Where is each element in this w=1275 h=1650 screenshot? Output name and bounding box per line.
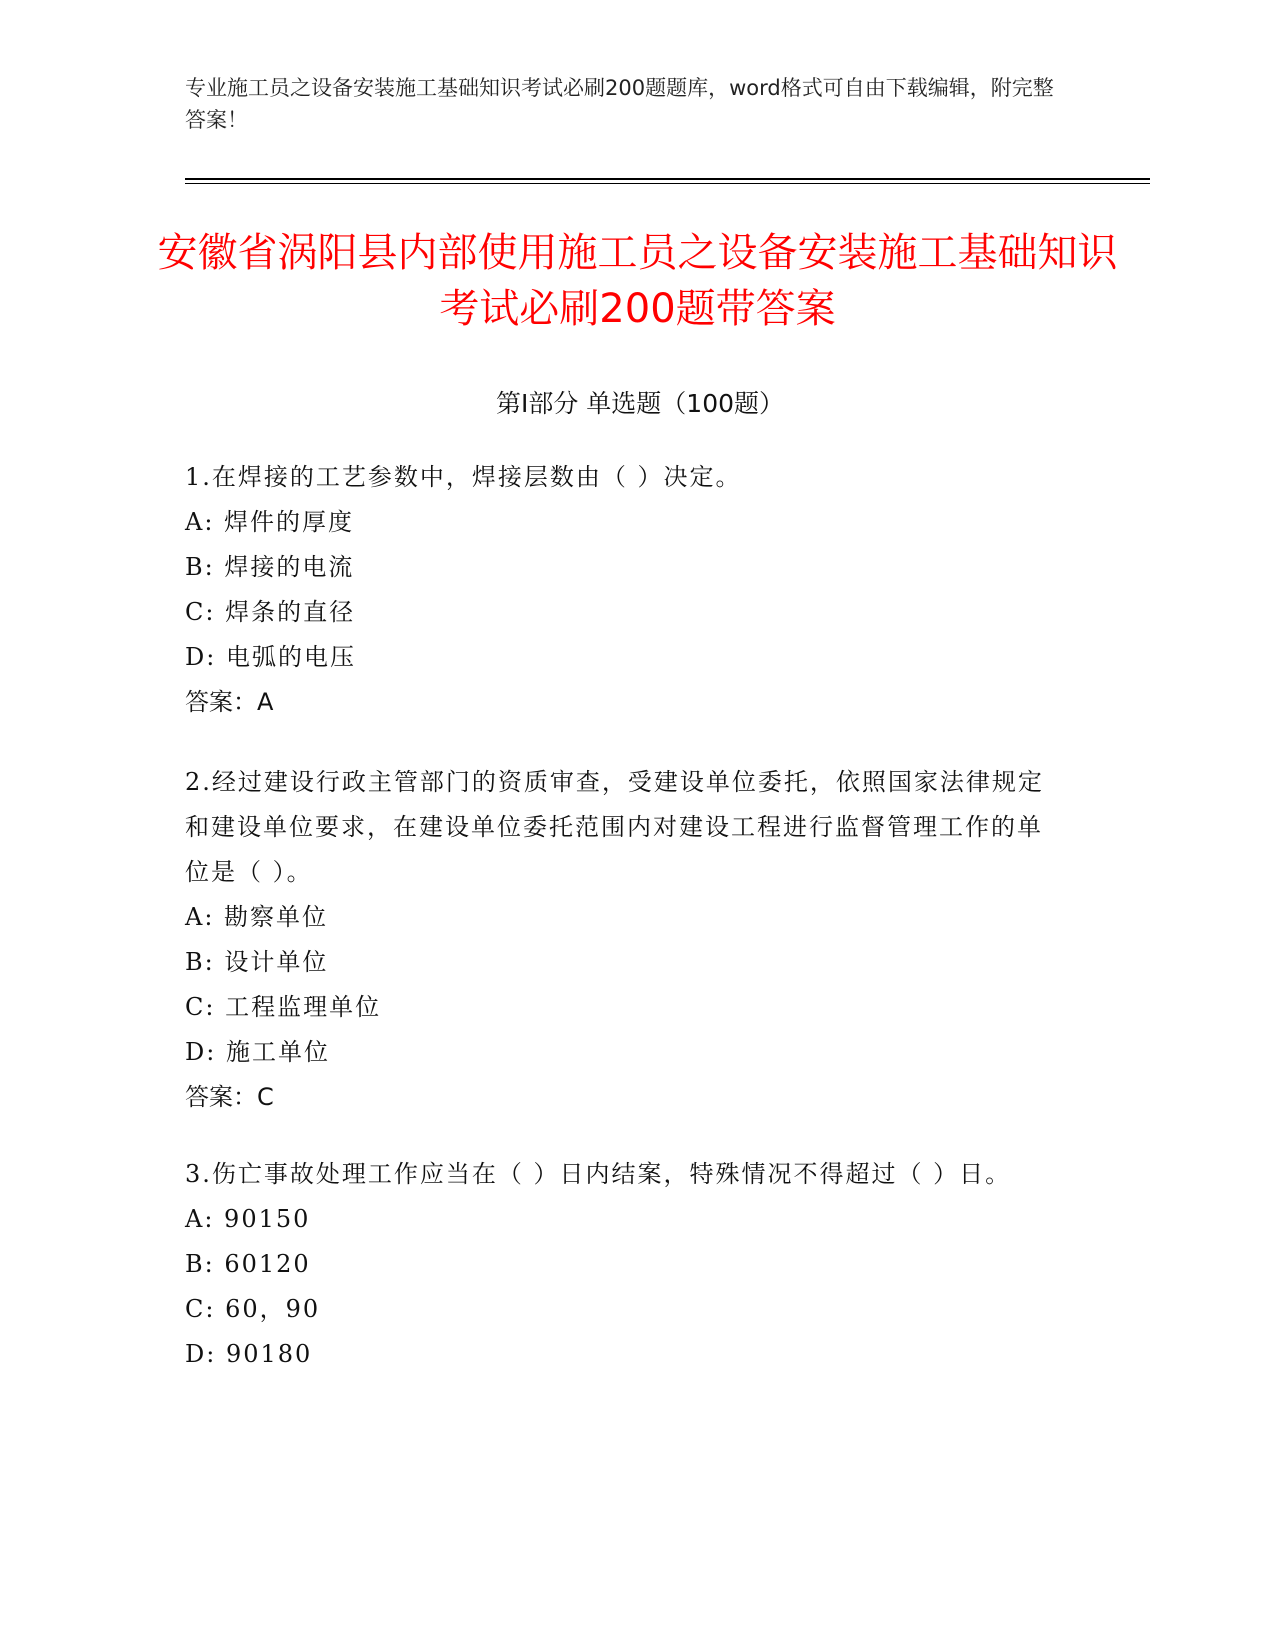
header-divider bbox=[185, 178, 1150, 180]
option-c: C: 工程监理单位 bbox=[185, 993, 382, 1021]
option-b: B: 焊接的电流 bbox=[185, 553, 355, 581]
option-b: B: 设计单位 bbox=[185, 948, 329, 976]
question-stem: 1.在焊接的工艺参数中，焊接层数由（ ）决定。 bbox=[185, 463, 742, 491]
option-a: A: 90150 bbox=[185, 1205, 311, 1233]
answer-label: 答案：C bbox=[185, 1083, 274, 1111]
option-c: C: 焊条的直径 bbox=[185, 598, 356, 626]
option-a: A: 勘察单位 bbox=[185, 903, 329, 931]
question-1 bbox=[185, 455, 1065, 725]
document-title: 安徽省涡阳县内部使用施工员之设备安装施工基础知识考试必刷200题带答案 bbox=[157, 230, 1118, 332]
question-stem: 2.经过建设行政主管部门的资质审查，受建设单位委托，依照国家法律规定和建设单位要求，在建设单位委托范围内对建设工程进行监督管理工作的单位是（ ）。 bbox=[185, 768, 1044, 886]
question-3 bbox=[185, 1152, 1065, 1377]
option-d: D: 电弧的电压 bbox=[185, 643, 356, 671]
option-d: D: 90180 bbox=[185, 1340, 313, 1368]
option-c: C: 60，90 bbox=[185, 1295, 321, 1323]
header-divider-thin bbox=[185, 183, 1150, 184]
question-2 bbox=[185, 760, 1065, 1120]
question-stem: 3.伤亡事故处理工作应当在（ ）日内结案，特殊情况不得超过（ ）日。 bbox=[185, 1160, 1012, 1188]
option-d: D: 施工单位 bbox=[185, 1038, 330, 1066]
header-note: 专业施工员之设备安装施工基础知识考试必刷200题题库，word格式可自由下载编辑，附完整答案！ bbox=[185, 76, 1054, 132]
answer-label: 答案：A bbox=[185, 688, 274, 716]
option-a: A: 焊件的厚度 bbox=[185, 508, 355, 536]
option-b: B: 60120 bbox=[185, 1250, 311, 1278]
section-heading: 第Ⅰ部分 单选题（100题） bbox=[495, 389, 785, 418]
